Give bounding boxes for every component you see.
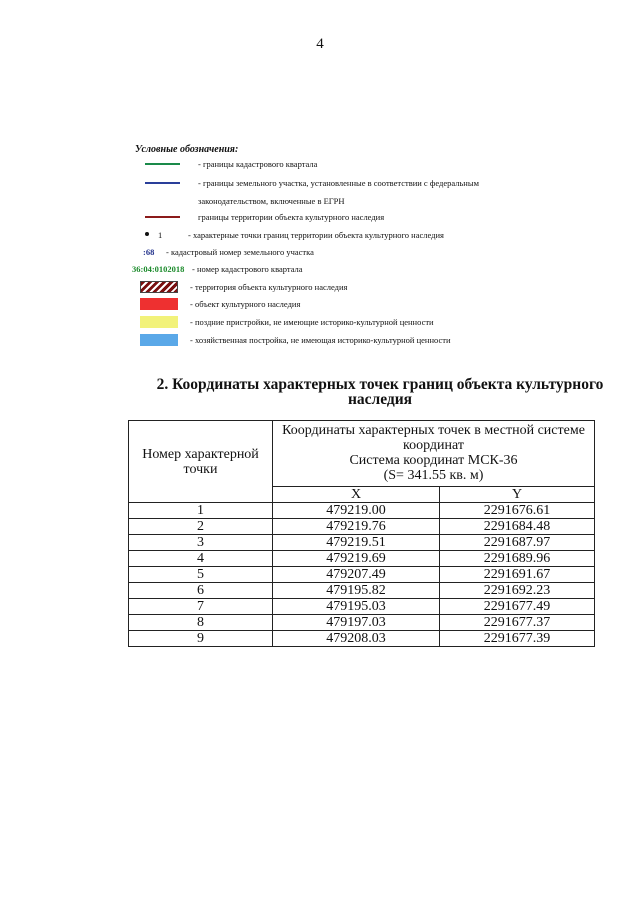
legend-title: Условные обозначения: [135, 144, 239, 155]
y-coordinate-cell: 2291687.97 [440, 535, 595, 551]
legend-label: - поздние пристройки, не имеющие историко-культурной ценности [190, 317, 434, 327]
table-row [129, 519, 595, 535]
legend-label: - хозяйственная постройка, не имеющая историко-культурной ценности [190, 335, 451, 345]
x-coordinate-cell: 479207.49 [273, 567, 440, 583]
point-number-cell: 6 [129, 583, 273, 599]
table-body [129, 503, 595, 647]
y-column-header: Y [440, 487, 595, 503]
y-coordinate-cell: 2291677.37 [440, 615, 595, 631]
point-number-cell: 4 [129, 551, 273, 567]
table-row [129, 503, 595, 519]
quarter-number-symbol: 36:04:0102018 [132, 264, 185, 274]
hatched-area-symbol [140, 281, 178, 293]
point-number-symbol: 1 [158, 230, 163, 240]
y-coordinate-cell: 2291676.61 [440, 503, 595, 519]
darkred-line-symbol [145, 216, 180, 218]
table-row [129, 535, 595, 551]
legend-label: - территория объекта культурного наследия [190, 282, 348, 292]
y-coordinate-cell: 2291689.96 [440, 551, 595, 567]
point-number-cell: 7 [129, 599, 273, 615]
legend-label: - границы земельного участка, установленные в соответствии с федеральным [198, 178, 479, 188]
x-coordinate-cell: 479197.03 [273, 615, 440, 631]
table-header-row [129, 421, 595, 487]
y-coordinate-cell: 2291684.48 [440, 519, 595, 535]
coordinates-header [273, 421, 595, 487]
x-column-header: X [273, 487, 440, 503]
x-coordinate-cell: 479208.03 [273, 631, 440, 647]
x-coordinate-cell: 479219.51 [273, 535, 440, 551]
legend-label: - номер кадастрового квартала [192, 264, 303, 274]
coordinates-table [128, 420, 595, 647]
point-number-cell: 2 [129, 519, 273, 535]
table-row [129, 551, 595, 567]
coordinates-header-line1: Координаты характерных точек в местной системе координат [282, 423, 585, 453]
point-number-cell: 1 [129, 503, 273, 519]
blue-box-symbol [140, 334, 178, 346]
table-row [129, 631, 595, 647]
x-coordinate-cell: 479195.82 [273, 583, 440, 599]
x-coordinate-cell: 479219.69 [273, 551, 440, 567]
table-row [129, 583, 595, 599]
red-box-symbol [140, 298, 178, 310]
point-number-header: Номер характерной точки [129, 421, 273, 503]
y-coordinate-cell: 2291691.67 [440, 567, 595, 583]
legend-label: - границы кадастрового квартала [198, 159, 318, 169]
table-row [129, 599, 595, 615]
parcel-number-symbol: :68 [143, 247, 155, 257]
legend-label: границы территории объекта культурного наследия [198, 212, 385, 222]
table-row [129, 615, 595, 631]
point-number-cell: 8 [129, 615, 273, 631]
legend-label: - характерные точки границ территории объекта культурного наследия [188, 230, 444, 240]
point-dot-icon [145, 232, 149, 236]
point-number-cell: 9 [129, 631, 273, 647]
coordinates-header-line2: Система координат МСК-36 [349, 453, 518, 468]
section-title-line1: 2. Координаты характерных точек границ объекта культурного [156, 376, 604, 393]
point-number-cell: 3 [129, 535, 273, 551]
point-number-cell: 5 [129, 567, 273, 583]
page-number: 4 [316, 36, 324, 52]
x-coordinate-cell: 479195.03 [273, 599, 440, 615]
y-coordinate-cell: 2291677.49 [440, 599, 595, 615]
legend-label: законодательством, включенные в ЕГРН [198, 196, 345, 206]
x-coordinate-cell: 479219.76 [273, 519, 440, 535]
green-line-symbol [145, 163, 180, 165]
legend-label: - объект культурного наследия [190, 299, 301, 309]
y-coordinate-cell: 2291677.39 [440, 631, 595, 647]
section-title-line2: наследия [347, 391, 413, 408]
section-title [140, 377, 620, 407]
legend-label: - кадастровый номер земельного участка [166, 247, 314, 257]
yellow-box-symbol [140, 316, 178, 328]
table-row [129, 567, 595, 583]
x-coordinate-cell: 479219.00 [273, 503, 440, 519]
blue-line-symbol [145, 182, 180, 184]
coordinates-header-line3: (S= 341.55 кв. м) [383, 468, 484, 483]
y-coordinate-cell: 2291692.23 [440, 583, 595, 599]
